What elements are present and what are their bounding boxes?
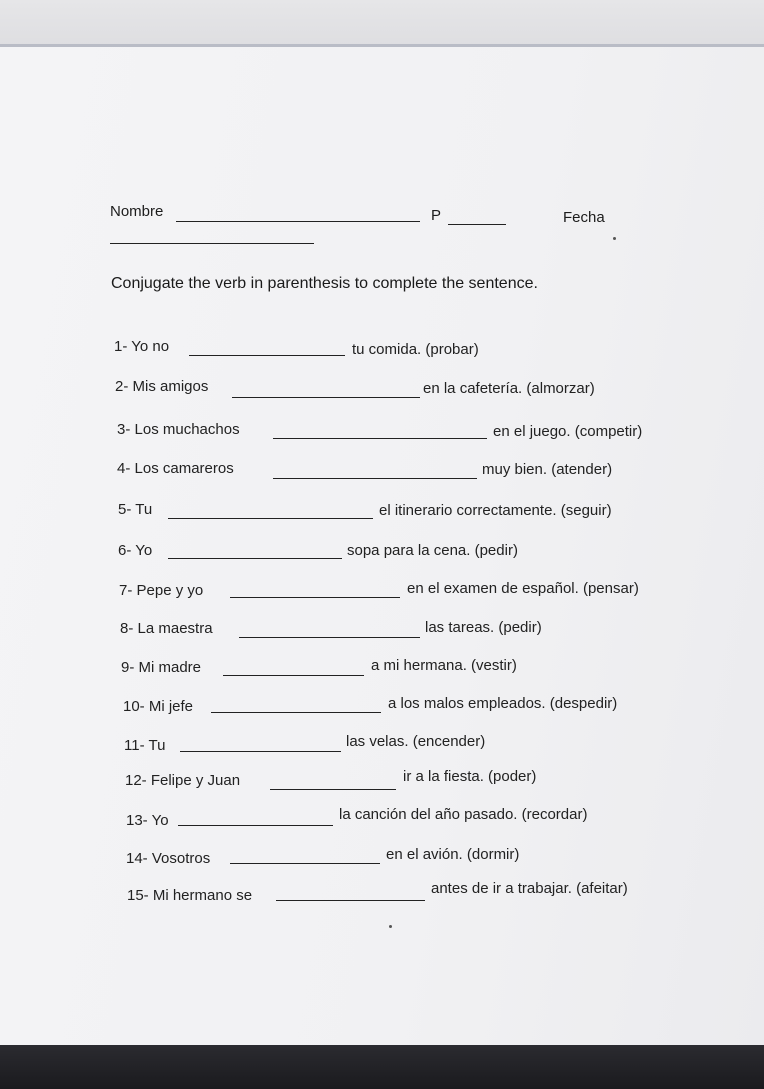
question-4-blank[interactable] [273, 478, 477, 479]
instructions-text: Conjugate the verb in parenthesis to complete the sentence. [111, 275, 538, 292]
question-8-suffix: las tareas. (pedir) [425, 619, 542, 636]
question-15-blank[interactable] [276, 900, 425, 901]
question-14-blank[interactable] [230, 863, 380, 864]
question-14-prefix: 14- Vosotros [126, 850, 211, 867]
question-10-suffix: a los malos empleados. (despedir) [388, 695, 618, 712]
period-label: P [431, 207, 442, 224]
question-1-prefix: 1- Yo no [114, 338, 170, 355]
speck-mark [389, 925, 392, 928]
question-6-prefix: 6- Yo [118, 542, 153, 559]
question-4-prefix: 4- Los camareros [117, 460, 234, 477]
name-label: Nombre [110, 203, 164, 220]
question-12-suffix: ir a la fiesta. (poder) [403, 768, 537, 785]
question-10-blank[interactable] [211, 712, 381, 713]
period-blank[interactable] [448, 224, 506, 225]
speck-mark [613, 237, 616, 240]
question-12-blank[interactable] [270, 789, 396, 790]
question-2-prefix: 2- Mis amigos [115, 378, 209, 395]
window-top-bar [0, 0, 764, 46]
monitor-bezel [0, 1045, 764, 1089]
question-11-suffix: las velas. (encender) [346, 733, 486, 750]
question-7-prefix: 7- Pepe y yo [119, 582, 204, 599]
question-3-suffix: en el juego. (competir) [493, 423, 643, 440]
question-2-suffix: en la cafetería. (almorzar) [423, 380, 595, 397]
question-6-suffix: sopa para la cena. (pedir) [347, 542, 518, 559]
question-10-prefix: 10- Mi jefe [123, 698, 194, 715]
question-2-blank[interactable] [232, 397, 420, 398]
question-13-prefix: 13- Yo [126, 812, 169, 829]
date-blank[interactable] [110, 243, 314, 244]
question-9-prefix: 9- Mi madre [121, 659, 202, 676]
question-11-prefix: 11- Tu [124, 737, 166, 754]
question-12-prefix: 12- Felipe y Juan [125, 772, 241, 789]
question-3-blank[interactable] [273, 438, 487, 439]
question-8-blank[interactable] [239, 637, 420, 638]
question-4-suffix: muy bien. (atender) [482, 461, 613, 478]
question-1-suffix: tu comida. (probar) [352, 341, 479, 358]
question-15-prefix: 15- Mi hermano se [127, 887, 253, 904]
question-13-blank[interactable] [178, 825, 333, 826]
question-7-blank[interactable] [230, 597, 400, 598]
question-8-prefix: 8- La maestra [120, 620, 213, 637]
question-9-blank[interactable] [223, 675, 364, 676]
question-9-suffix: a mi hermana. (vestir) [371, 657, 517, 674]
date-label: Fecha [563, 209, 605, 226]
question-1-blank[interactable] [189, 355, 345, 356]
name-blank[interactable] [176, 221, 420, 222]
question-14-suffix: en el avión. (dormir) [386, 846, 520, 863]
question-13-suffix: la canción del año pasado. (recordar) [339, 806, 588, 823]
question-5-prefix: 5- Tu [118, 501, 153, 518]
question-5-suffix: el itinerario correctamente. (seguir) [379, 502, 612, 519]
question-6-blank[interactable] [168, 558, 342, 559]
question-5-blank[interactable] [168, 518, 373, 519]
question-15-suffix: antes de ir a trabajar. (afeitar) [431, 880, 628, 897]
question-11-blank[interactable] [180, 751, 341, 752]
question-3-prefix: 3- Los muchachos [117, 421, 240, 438]
question-7-suffix: en el examen de español. (pensar) [407, 580, 639, 597]
